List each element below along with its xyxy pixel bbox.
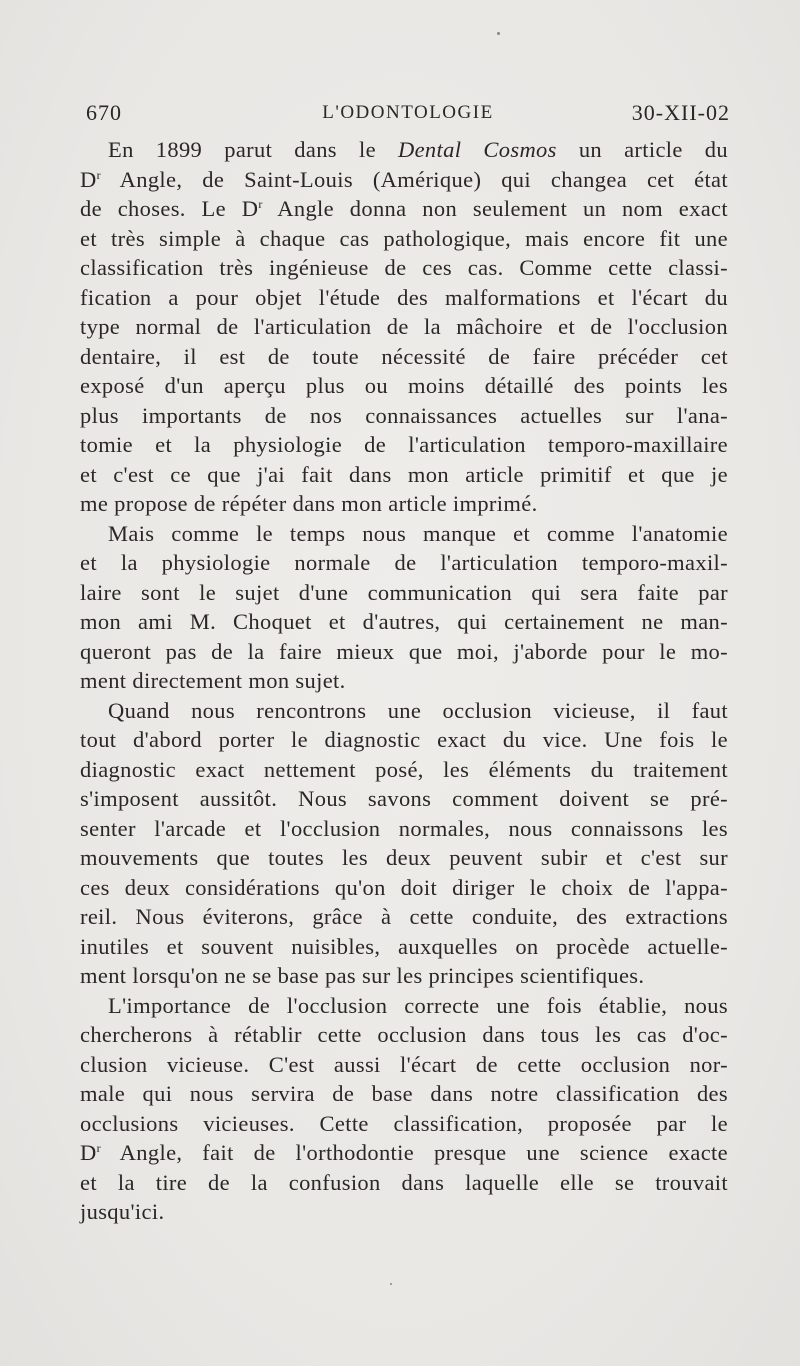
text-line: ment lorsqu'on ne se base pas sur les principes scientifiques. — [80, 963, 645, 988]
text-line: exposé d'un aperçu plus ou moins détaillé des points les — [80, 373, 728, 398]
text-line: mouvements que toutes les deux peuvent subir et c'est sur — [80, 845, 728, 870]
paragraph — [80, 519, 728, 696]
text-line: mon ami M. Choquet et d'autres, qui certainement ne man- — [80, 609, 728, 634]
text-line: inutiles et souvent nuisibles, auxquelles on procède actuelle- — [80, 933, 728, 959]
article-body — [80, 135, 728, 1227]
text-line: clusion vicieuse. C'est aussi l'écart de cette occlusion nor- — [80, 1051, 728, 1077]
text-line: Quand nous rencontrons une occlusion vicieuse, il faut — [108, 697, 728, 723]
paragraph — [80, 696, 728, 991]
paragraph — [80, 991, 728, 1227]
text-line: tout d'abord porter le diagnostic exact du vice. Une fois le — [80, 727, 728, 752]
text-line: ces deux considérations qu'on doit diriger le choix de l'appa- — [80, 874, 728, 900]
issue-date: 30-XII-02 — [631, 100, 730, 125]
text-line: ment directement mon sujet. — [80, 668, 346, 693]
text-line: queront pas de la faire mieux que moi, j'aborde pour le mo- — [80, 638, 728, 664]
text-line: de choses. Le $D^r$ Angle donna non seulement un nom exact — [80, 196, 728, 221]
paper-speck — [497, 32, 500, 35]
text-line: L'importance de l'occlusion correcte une fois établie, nous — [108, 992, 728, 1018]
text-line: chercherons à rétablir cette occlusion dans tous les cas d'oc- — [80, 1022, 728, 1047]
text-line: et la tire de la confusion dans laquelle elle se trouvait — [80, 1169, 728, 1195]
text-line: classification très ingénieuse de ces cas. Comme cette classi- — [80, 255, 728, 280]
text-line: plus importants de nos connaissances actuelles sur l'ana- — [80, 402, 728, 428]
text-line: senter l'arcade et l'occlusion normales, nous connaissons les — [80, 815, 728, 841]
text-line: dentaire, il est de toute nécessité de faire précéder cet — [80, 343, 728, 369]
superscript: r — [96, 1141, 101, 1155]
text-line: fication a pour objet l'étude des malformations et l'écart du — [80, 284, 728, 310]
text-line: type normal de l'articulation de la mâchoire et de l'occlusion — [80, 314, 728, 339]
text-line: et très simple à chaque cas pathologique, mais encore fit une — [80, 225, 728, 251]
paragraph — [80, 135, 728, 519]
text-line: occlusions vicieuses. Cette classification, proposée par le — [80, 1110, 728, 1136]
text-line: et la physiologie normale de l'articulation temporo-maxil- — [80, 550, 728, 575]
journal-title: L'ODONTOLOGIE — [322, 102, 494, 123]
text-line: et c'est ce que j'ai fait dans mon article primitif et que je — [80, 461, 728, 487]
superscript: r — [96, 167, 101, 182]
text-line: diagnostic exact nettement posé, les éléments du traitement — [80, 756, 728, 782]
text-line: $D^r$ Angle, de Saint-Louis (Amérique) qui changea cet état — [80, 166, 728, 192]
page-number: 670 — [86, 100, 122, 125]
text-line: s'imposent aussitôt. Nous savons comment doivent se pré- — [80, 786, 728, 811]
text-line: En 1899 parut dans le Dental Cosmos un article du — [108, 137, 729, 162]
text-line: male qui nous servira de base dans notre classification des — [80, 1081, 728, 1106]
text-line: jusqu'ici. — [80, 1199, 165, 1224]
text-line: reil. Nous éviterons, grâce à cette conduite, des extractions — [80, 904, 728, 929]
text-line: tomie et la physiologie de l'articulation temporo-maxillaire — [80, 432, 728, 457]
text-line: $D^r$ Angle, fait de l'orthodontie presque une science exacte — [80, 1140, 728, 1165]
paper-speck — [390, 1283, 392, 1285]
running-header — [86, 100, 730, 132]
text-line: laire sont le sujet d'une communication qui sera faite par — [80, 579, 728, 605]
text-line: Mais comme le temps nous manque et comme l'anatomie — [108, 520, 728, 546]
text-line: me propose de répéter dans mon article imprimé. — [80, 491, 538, 516]
italic-title: Dental Cosmos — [397, 137, 557, 162]
superscript: r — [258, 197, 263, 211]
